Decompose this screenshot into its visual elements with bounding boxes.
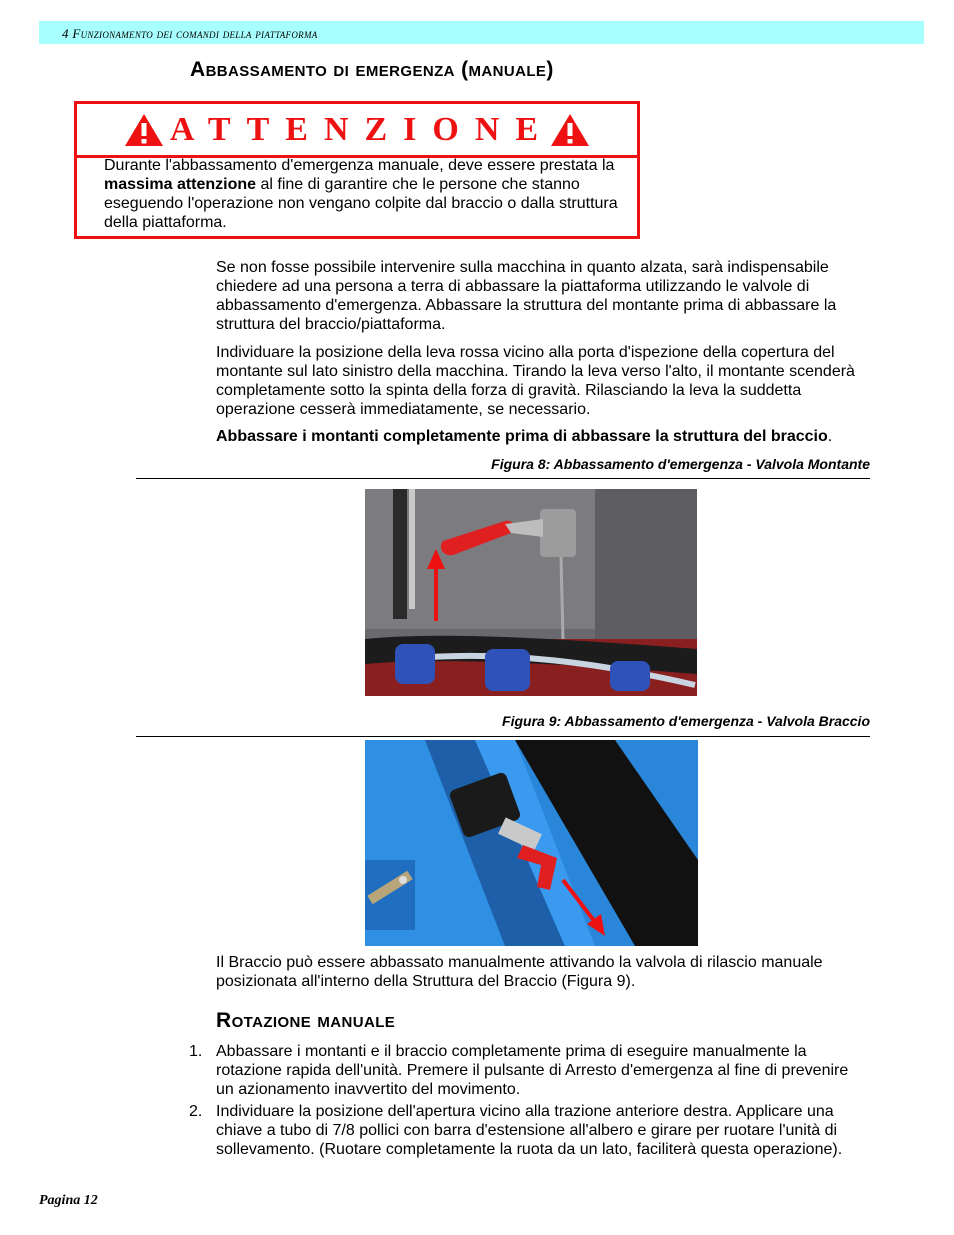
paragraph-arm-manual-release: Il Braccio può essere abbassato manualmente attivando la valvola di rilascio manuale posizionata all'interno della Struttura del Braccio (Figura 9). bbox=[216, 954, 823, 990]
page-number: Pagina 12 bbox=[39, 1193, 98, 1208]
figure-9-rule bbox=[136, 736, 870, 737]
warning-triangle-icon bbox=[124, 113, 164, 147]
figure-9-caption: Figura 9: Abbassamento d'emergenza - Valvola Braccio bbox=[502, 713, 870, 729]
paragraph-lower-masts-first bbox=[216, 427, 876, 446]
warning-heading-text: ATTENZIONE bbox=[169, 110, 555, 148]
list-item-number: 1. bbox=[189, 1043, 203, 1060]
chapter-header bbox=[39, 21, 924, 44]
paragraph-red-lever: Individuare la posizione della leva rossa vicino alla porta d'ispezione della copertura del montante sul lato sinistro della macchina. Tirando la leva verso l'alto, il montante scenderà completamente sotto la spinta della forza di gravità. Rilasciando la leva la suddetta operazione cesserà immediatamente, se necessario. bbox=[216, 344, 855, 418]
figure-8-caption: Figura 8: Abbassamento d'emergenza - Valvola Montante bbox=[491, 456, 870, 472]
warning-body bbox=[104, 156, 624, 232]
list-item-text: Individuare la posizione dell'apertura vicino alla trazione anteriore destra. Applicare una chiave a tubo di 7/8 pollici con barra d'estensione all'albero e girare per ruotare l'unità di sollevamento. (Ruotare completamente la ruota da un lato, faciliterà questa operazione). bbox=[216, 1103, 843, 1158]
chapter-title: Funzionamento dei comandi della piattaforma bbox=[72, 26, 318, 41]
list-item-text: Abbassare i montanti e il braccio completamente prima di eseguire manualmente la rotazione rapida dell'unità. Premere il pulsante di Arresto d'emergenza al fine di prevenire un azionamento inavvertito del movimento. bbox=[216, 1043, 849, 1098]
paragraph-emergency-intro: Se non fosse possibile intervenire sulla macchina in quanto alzata, sarà indispensabile chiedere ad una persona a terra di abbassare la piattaforma utilizzando le valvole di abbassamento d'emergenza. Abbassare la struttura del montante prima di abbassare la struttura del braccio/piattaforma. bbox=[216, 259, 837, 333]
list-item-number: 2. bbox=[189, 1103, 203, 1120]
warning-body-pre: Durante l'abbassamento d'emergenza manuale, deve essere prestata la bbox=[104, 157, 615, 174]
paragraph-period: . bbox=[827, 428, 833, 445]
warning-heading bbox=[77, 104, 637, 158]
warning-triangle-icon bbox=[550, 113, 590, 147]
warning-body-post: al fine di garantire che le persone che stanno eseguendo l'operazione non vengano colpite dal braccio o dalla struttura della piattaforma. bbox=[104, 176, 618, 231]
section-title-emergency-lowering: Abbassamento di emergenza (manuale) bbox=[190, 58, 554, 81]
figure-8-rule bbox=[136, 478, 870, 479]
figure-8-photo-mast-valve bbox=[365, 489, 697, 696]
figure-9-photo-arm-valve bbox=[365, 740, 698, 946]
chapter-header-text bbox=[62, 26, 318, 42]
section-title-manual-rotation: Rotazione manuale bbox=[216, 1009, 396, 1032]
chapter-number: 4 bbox=[62, 26, 69, 41]
warning-body-bold: massima attenzione bbox=[104, 176, 257, 193]
warning-box bbox=[74, 101, 640, 239]
paragraph-bold-instruction: Abbassare i montanti completamente prima di abbassare la struttura del braccio bbox=[216, 428, 828, 445]
